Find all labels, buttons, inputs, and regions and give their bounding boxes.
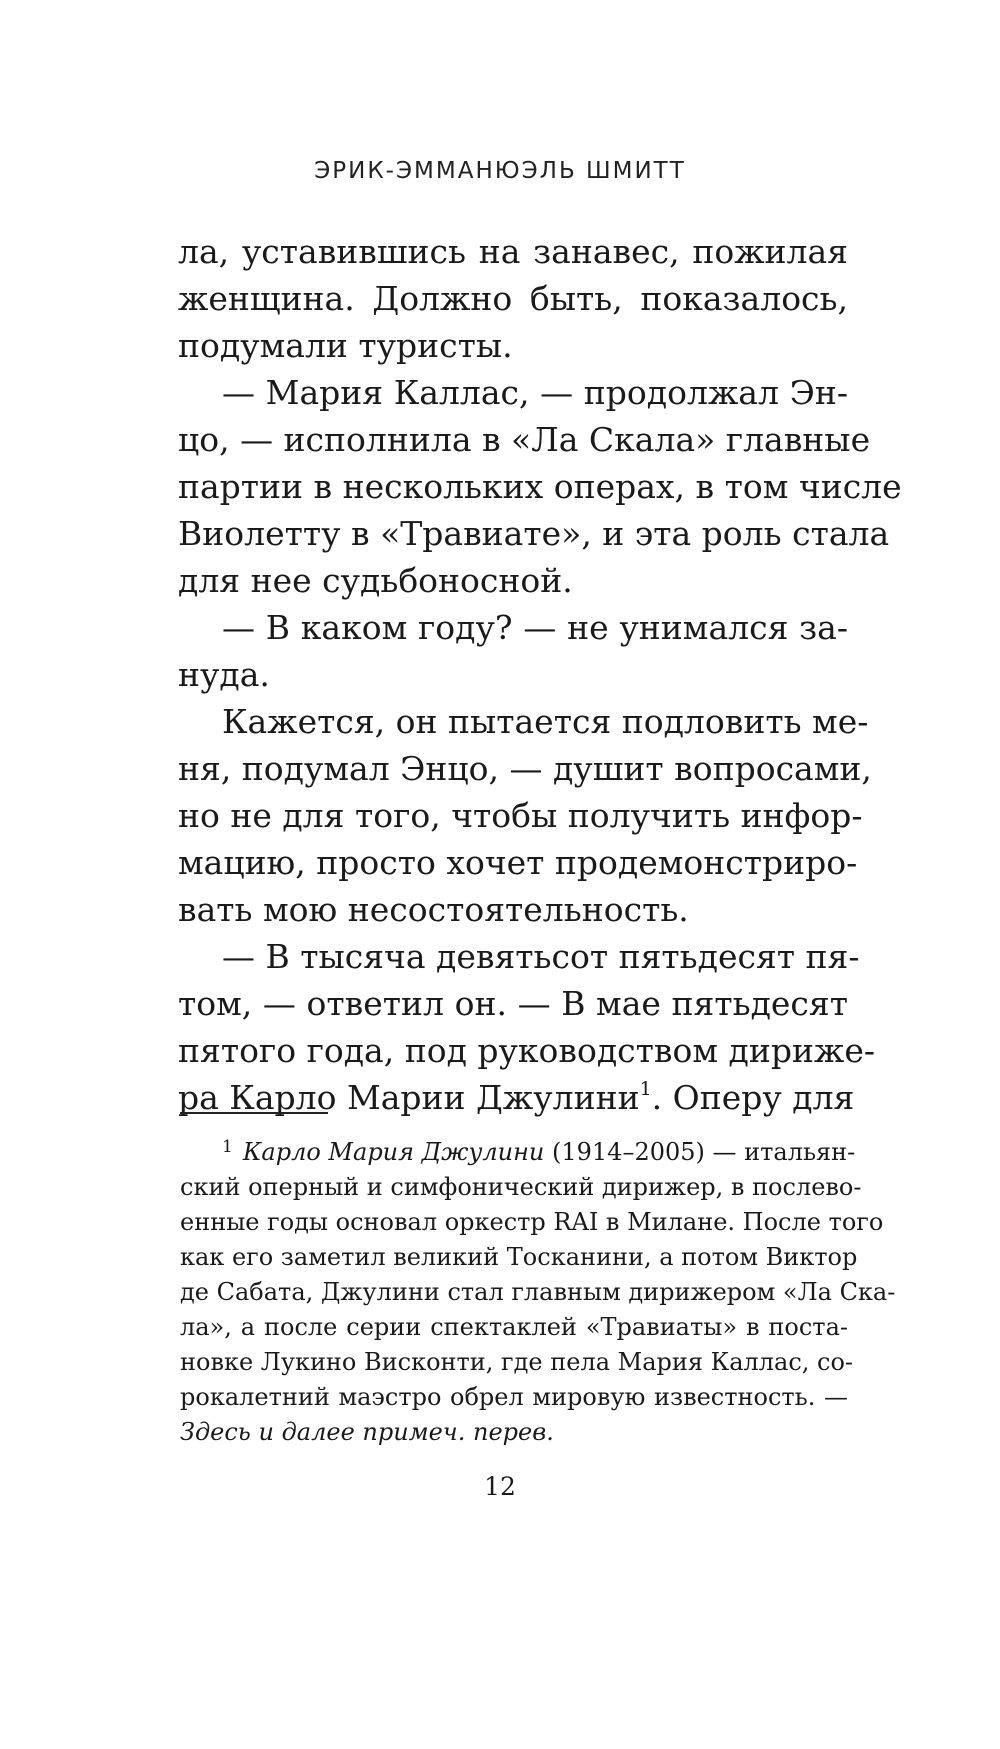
footnote-line: енные годы основал оркестр RAI в Милане. После того: [180, 1208, 884, 1236]
text-line: ня, подумал Энцо, — душит вопросами,: [178, 749, 872, 788]
text-line: цо, — исполнила в «Ла Скала» главные: [178, 420, 871, 459]
text-line: женщина. Должно быть, показалось,: [178, 279, 848, 318]
footnote-line: де Сабата, Джулини стал главным дирижером «Ла Ска-: [180, 1278, 896, 1306]
footnote-separator: [180, 1112, 328, 1114]
footnote-line: ский оперный и симфонический дирижер, в послево-: [180, 1173, 862, 1201]
footnote-reference: 1: [639, 1078, 652, 1100]
text-line: мацию, просто хочет продемонстриро-: [178, 843, 858, 882]
footnote-line: [180, 1135, 856, 1170]
footnote-line: ла», а после серии спектаклей «Травиаты» в поста-: [180, 1313, 848, 1341]
running-head-author: ЭРИК-ЭММАНЮЭЛЬ ШМИТТ: [314, 158, 686, 184]
text-line: но не для того, чтобы получить инфор-: [178, 796, 863, 835]
footnote-name: Карло Мария Джулини: [242, 1138, 545, 1166]
text-segment: ра Карло Марии Джулини: [178, 1078, 640, 1117]
page-number: 12: [484, 1472, 516, 1501]
text-line: вать мою несостоятельность.: [178, 890, 689, 929]
footnote-line: как его заметил великий Тосканини, а потом Виктор: [180, 1243, 858, 1271]
footnote-text: (1914–2005) — итальян-: [544, 1138, 856, 1166]
main-text: [178, 228, 902, 1121]
text-line: нуда.: [178, 655, 270, 694]
text-line: — В каком году? — не унимался за-: [222, 608, 848, 647]
text-line: партии в нескольких операх, в том числе: [178, 467, 902, 506]
footnote-marker: 1: [222, 1137, 233, 1157]
footnote-line: новке Лукино Висконти, где пела Мария Каллас, со-: [180, 1348, 854, 1376]
text-line: том, — ответил он. — В мае пятьдесят: [178, 984, 848, 1023]
text-line: ла, уставившись на занавес, пожилая: [178, 232, 848, 271]
footnote-closing: Здесь и далее примеч. перев.: [180, 1418, 554, 1446]
footnote-line: рокалетний маэстро обрел мировую известность. —: [180, 1383, 848, 1411]
text-line: пятого года, под руководством дирижe-: [178, 1031, 875, 1070]
text-line: подумали туристы.: [178, 326, 513, 365]
text-line: Кажется, он пытается подловить ме-: [222, 702, 869, 741]
text-line: — В тысяча девятьсот пятьдесят пя-: [222, 937, 860, 976]
text-line: — Мария Каллас, — продолжал Эн-: [222, 373, 848, 412]
text-line: для нее судьбоносной.: [178, 561, 573, 600]
footnote: [180, 1135, 896, 1450]
text-segment: . Оперу для: [651, 1078, 855, 1117]
text-line: Виолетту в «Травиате», и эта роль стала: [178, 514, 890, 553]
